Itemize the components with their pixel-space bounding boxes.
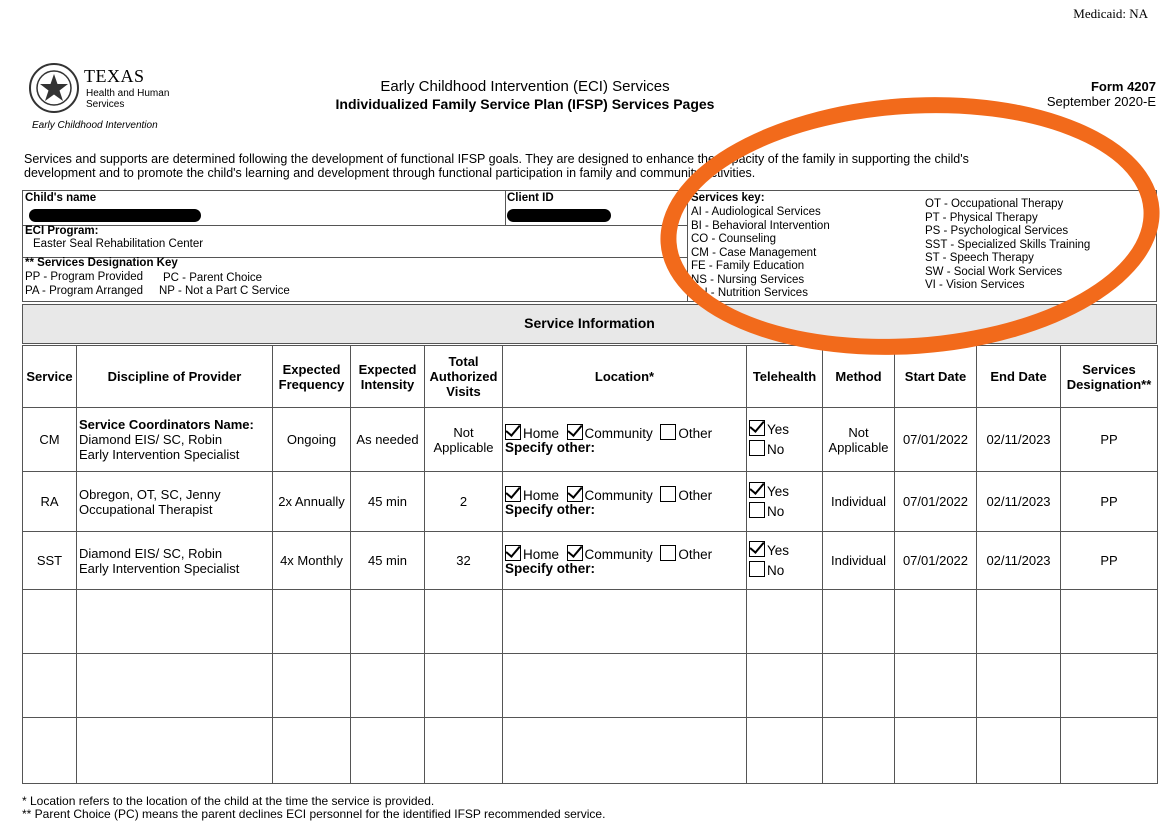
yes-label: Yes [767, 421, 790, 437]
cell-method: Not Applicable [823, 408, 895, 472]
cell-designation: PP [1061, 408, 1158, 472]
telehealth-yes-checkbox[interactable] [749, 482, 765, 498]
cell-visits: 32 [425, 532, 503, 590]
empty-row [23, 718, 1158, 784]
community-checkbox[interactable] [567, 486, 583, 502]
community-checkbox[interactable] [567, 545, 583, 561]
other-checkbox[interactable] [660, 545, 676, 561]
cell-discipline [77, 408, 273, 472]
service-table [22, 345, 1158, 784]
medicaid-status: Medicaid: NA [1073, 6, 1148, 21]
other-checkbox[interactable] [660, 486, 676, 502]
cell-intensity: 45 min [351, 532, 425, 590]
service-info-header [22, 304, 1157, 344]
service-key-ai: AI - Audiological Services [691, 206, 821, 218]
service-key-ot: OT - Occupational Therapy [925, 198, 1064, 210]
header-line1: Early Childhood Intervention (ECI) Services [380, 78, 670, 95]
designation-pa: PA - Program Arranged [25, 285, 144, 297]
specify-other-label: Specify other: [505, 561, 596, 576]
designation-pp: PP - Program Provided [25, 271, 144, 283]
service-key-co: CO - Counseling [691, 233, 777, 245]
client-id-label: Client ID [507, 192, 554, 204]
child-name-cell [23, 191, 506, 226]
services-key-title: Services key: [691, 192, 765, 204]
cell-visits: 2 [425, 472, 503, 532]
redacted-client-id [507, 209, 611, 222]
intro-paragraph: Services and supports are determined following the development of functional IFSP goals. They are designed to enhance the capacity of the family in supporting the child's development and to promote the child's learning and development through functional participation in family and community activities. [24, 152, 969, 180]
specify-other-label: Specify other: [505, 440, 596, 455]
services-key-col2 [925, 198, 1090, 293]
cell-location [503, 472, 747, 532]
table-header-row [23, 346, 1158, 408]
home-label: Home [523, 547, 560, 562]
discipline-line1: Obregon, OT, SC, Jenny [79, 486, 221, 502]
service-key-sst: SST - Specialized Skills Training [925, 238, 1091, 251]
service-key-bi: BI - Behavioral Intervention [691, 219, 830, 232]
specify-other-label: Specify other: [505, 502, 596, 517]
cell-frequency: 4x Monthly [273, 532, 351, 590]
logo-hhs-line1: Health and Human [86, 88, 170, 99]
cell-intensity: 45 min [351, 472, 425, 532]
home-checkbox[interactable] [505, 486, 521, 502]
cell-start-date: 07/01/2022 [895, 408, 977, 472]
cell-location [503, 532, 747, 590]
table-row [23, 408, 1158, 472]
cell-designation: PP [1061, 472, 1158, 532]
service-key-fe: FE - Family Education [691, 260, 805, 272]
col-service: Service [23, 346, 77, 408]
telehealth-no-checkbox[interactable] [749, 502, 765, 518]
community-label: Community [584, 488, 653, 503]
cell-end-date: 02/11/2023 [977, 472, 1061, 532]
cell-service: CM [23, 408, 77, 472]
col-location: Location* [503, 346, 747, 408]
form-number: Form 4207 [1090, 79, 1156, 94]
service-key-nu: NU - Nutrition Services [691, 287, 808, 299]
col-frequency: Expected Frequency [273, 346, 351, 408]
cell-designation: PP [1061, 532, 1158, 590]
home-label: Home [523, 426, 560, 441]
cell-discipline [77, 532, 273, 590]
logo-eci: Early Childhood Intervention [32, 120, 158, 131]
home-label: Home [523, 488, 560, 503]
col-method: Method [823, 346, 895, 408]
telehealth-no-checkbox[interactable] [749, 440, 765, 456]
col-designation: Services Designation** [1061, 346, 1158, 408]
other-label: Other [678, 426, 713, 441]
discipline-bold: Service Coordinators Name: [79, 417, 254, 432]
cell-end-date: 02/11/2023 [977, 408, 1061, 472]
other-label: Other [678, 488, 713, 503]
service-key-ps: PS - Psychological Services [925, 225, 1069, 237]
designation-pc: PC - Parent Choice [163, 272, 263, 284]
discipline-line1: Diamond EIS/ SC, Robin [79, 432, 223, 447]
discipline-line2: Early Intervention Specialist [79, 447, 240, 462]
cell-telehealth [747, 408, 823, 472]
col-intensity: Expected Intensity [351, 346, 425, 408]
community-label: Community [584, 426, 653, 441]
col-start-date: Start Date [895, 346, 977, 408]
cell-start-date: 07/01/2022 [895, 532, 977, 590]
col-visits: Total Authorized Visits [425, 346, 503, 408]
designation-key-cell [23, 257, 688, 301]
cell-frequency: 2x Annually [273, 472, 351, 532]
service-key-pt: PT - Physical Therapy [925, 211, 1038, 224]
table-row [23, 472, 1158, 532]
service-info-title: Service Information [524, 315, 655, 331]
other-label: Other [678, 547, 713, 562]
cell-discipline [77, 472, 273, 532]
cell-frequency: Ongoing [273, 408, 351, 472]
service-key-cm: CM - Case Management [691, 246, 817, 259]
form-date: September 2020-E [1046, 94, 1156, 109]
no-label: No [767, 562, 785, 578]
col-end-date: End Date [977, 346, 1061, 408]
table-row [23, 532, 1158, 590]
col-discipline: Discipline of Provider [77, 346, 273, 408]
telehealth-yes-checkbox[interactable] [749, 420, 765, 436]
service-key-sw: SW - Social Work Services [925, 265, 1063, 278]
designation-np: NP - Not a Part C Service [159, 285, 290, 297]
program-cell [23, 225, 688, 258]
client-id-cell [505, 191, 688, 226]
program-label: ECI Program: [25, 225, 99, 237]
program-value: Easter Seal Rehabilitation Center [33, 238, 204, 250]
services-key-col1 [691, 206, 830, 301]
header-line2: Individualized Family Service Plan (IFSP) Services Pages [335, 96, 715, 112]
services-key [689, 191, 1155, 301]
cell-visits: Not Applicable [425, 408, 503, 472]
cell-location [503, 408, 747, 472]
cell-method: Individual [823, 472, 895, 532]
cell-telehealth [747, 472, 823, 532]
redacted-child-name [29, 209, 201, 222]
community-checkbox[interactable] [567, 424, 583, 440]
child-info-block [22, 190, 1157, 302]
cell-service: RA [23, 472, 77, 532]
service-key-st: ST - Speech Therapy [925, 252, 1034, 264]
home-checkbox[interactable] [505, 545, 521, 561]
no-label: No [767, 503, 785, 519]
no-label: No [767, 441, 785, 457]
discipline-line2: Early Intervention Specialist [79, 560, 240, 576]
service-key-vi: VI - Vision Services [925, 279, 1025, 291]
community-label: Community [584, 547, 653, 562]
empty-row [23, 590, 1158, 654]
yes-label: Yes [767, 483, 790, 499]
cell-start-date: 07/01/2022 [895, 472, 977, 532]
logo-hhs-line2: Services [86, 99, 125, 110]
cell-intensity: As needed [351, 408, 425, 472]
designation-key-title: ** Services Designation Key [25, 257, 178, 269]
cell-telehealth [747, 532, 823, 590]
cell-method: Individual [823, 532, 895, 590]
discipline-line1: Diamond EIS/ SC, Robin [79, 545, 223, 561]
telehealth-yes-checkbox[interactable] [749, 541, 765, 557]
other-checkbox[interactable] [660, 424, 676, 440]
discipline-line2: Occupational Therapist [79, 501, 213, 517]
telehealth-no-checkbox[interactable] [749, 561, 765, 577]
footnote-parent-choice: ** Parent Choice (PC) means the parent declines ECI personnel for the identified IFSP recommended service. [22, 807, 606, 821]
cell-service: SST [23, 532, 77, 590]
yes-label: Yes [767, 542, 790, 558]
service-key-ns: NS - Nursing Services [691, 273, 805, 286]
home-checkbox[interactable] [505, 424, 521, 440]
cell-end-date: 02/11/2023 [977, 532, 1061, 590]
col-telehealth: Telehealth [747, 346, 823, 408]
footnote-location: * Location refers to the location of the child at the time the service is provided. [22, 794, 435, 808]
child-name-label: Child's name [25, 192, 97, 204]
empty-row [23, 654, 1158, 718]
logo-texas: TEXAS [84, 66, 145, 86]
